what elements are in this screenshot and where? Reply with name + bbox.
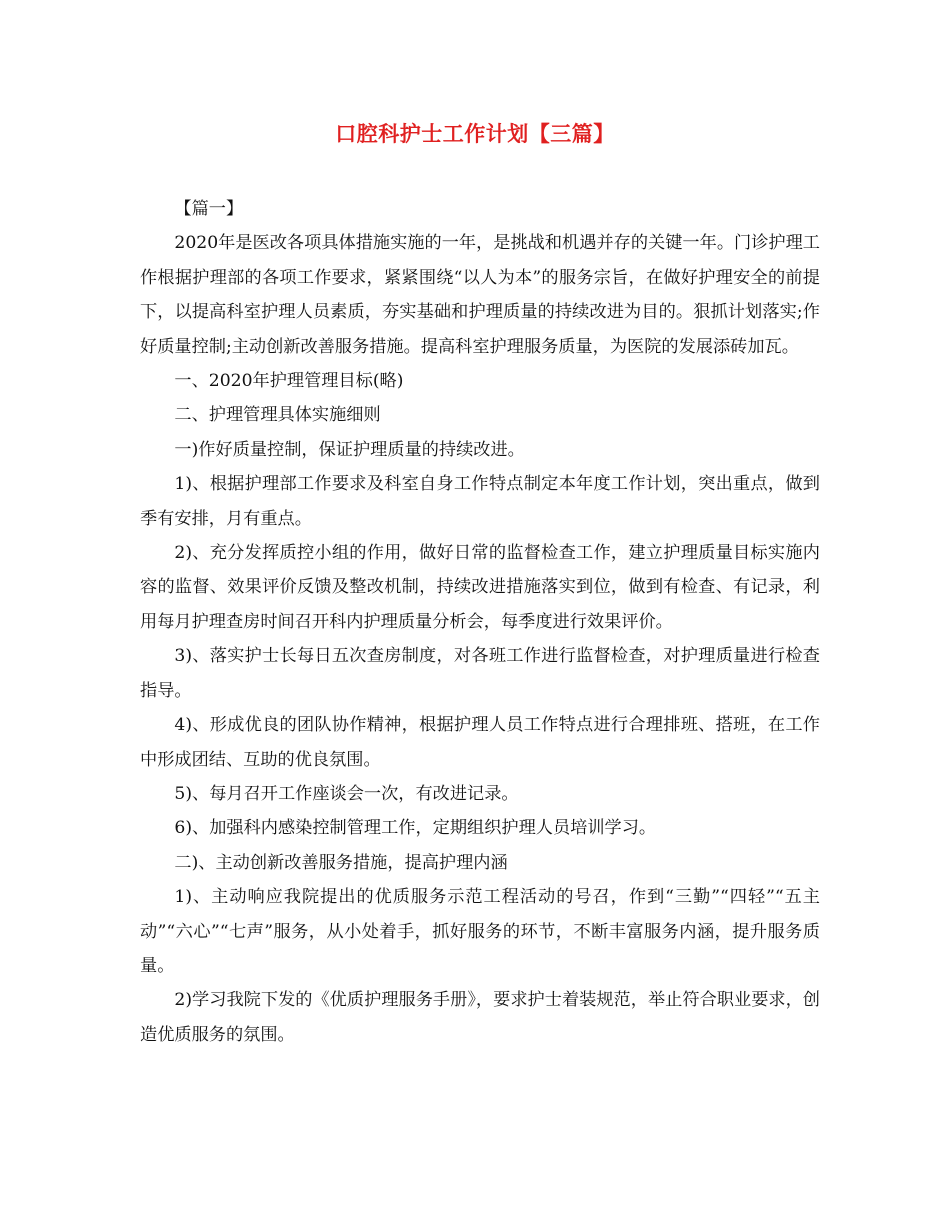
paragraph: 2020年是医改各项具体措施实施的一年，是挑战和机遇并存的关键一年。门诊护理工作根据护理部的各项工作要求，紧紧围绕“以人为本”的服务宗旨，在做好护理安全的前提下，以提高科室护理人员素质，夯实基础和护理质量的持续改进为目的。狠抓计划落实;作好质量控制;主动创新改善服务措施。提高科室护理服务质量，为医院的发展添砖加瓦。 [140,233,820,357]
document-title: 口腔科护士工作计划【三篇】 [335,121,615,146]
paragraph: 2)、充分发挥质控小组的作用，做好日常的监督检查工作，建立护理质量目标实施内容的监督、效果评价反馈及整改机制，持续改进措施落实到位，做到有检查、有记录，利用每月护理查房时间召开科内护理质量分析会，每季度进行效果评价。 [140,543,820,632]
paragraph: 一)作好质量控制，保证护理质量的持续改进。 [174,439,525,460]
paragraph: 4)、形成优良的团队协作精神，根据护理人员工作特点进行合理排班、搭班，在工作中形成团结、互助的优良氛围。 [140,715,820,770]
section-heading: 【篇一】 [174,199,244,219]
paragraph: 1)、根据护理部工作要求及科室自身工作特点制定本年度工作计划，突出重点，做到季有安排，月有重点。 [140,474,820,529]
paragraph: 一、2020年护理管理目标(略) [174,371,404,392]
paragraph: 1)、主动响应我院提出的优质服务示范工程活动的号召，作到“三勤”“四轻”“五主动”“六心”“七声”服务，从小处着手，抓好服务的环节，不断丰富服务内涵，提升服务质量。 [140,887,820,976]
paragraph: 6)、加强科内感染控制管理工作，定期组织护理人员培训学习。 [174,818,657,839]
paragraph: 2)学习我院下发的《优质护理服务手册》，要求护士着装规范，举止符合职业要求，创造优质服务的氛围。 [140,990,820,1045]
document-body [140,192,820,1052]
paragraph: 3)、落实护士长每日五次查房制度，对各班工作进行监督检查，对护理质量进行检查指导。 [140,646,820,701]
paragraph: 二、护理管理具体实施细则 [174,405,381,426]
paragraph: 5)、每月召开工作座谈会一次，有改进记录。 [174,783,519,804]
paragraph: 二)、主动创新改善服务措施，提高护理内涵 [174,852,508,873]
